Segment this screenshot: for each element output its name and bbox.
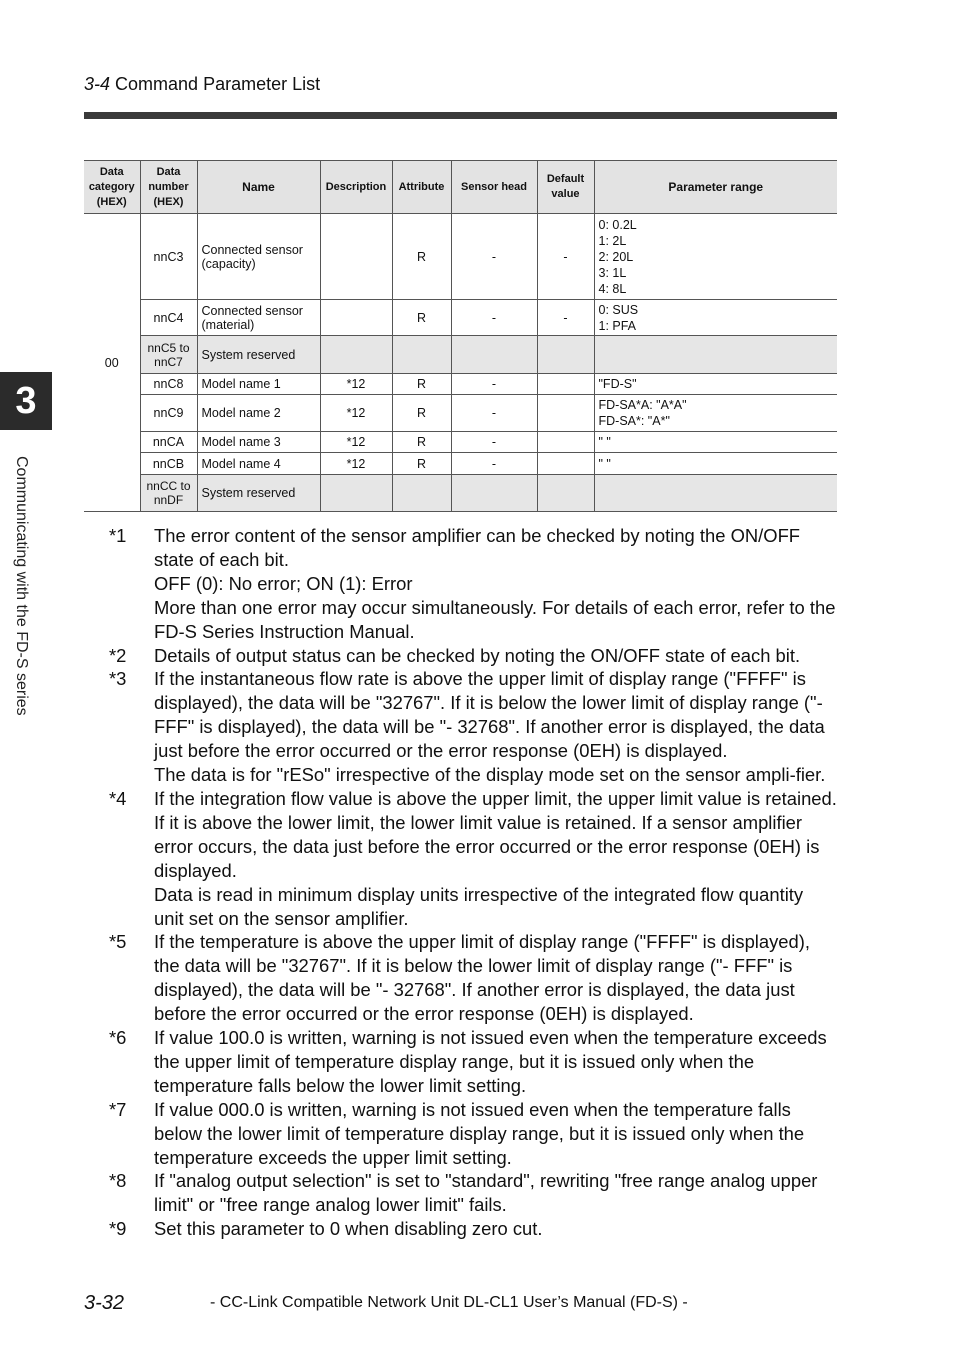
attribute-cell: R [392,374,451,395]
footnote [84,667,837,787]
sensor-head-cell: - [451,432,537,453]
footnote-mark: *7 [109,1098,127,1120]
parameter-range-cell: FD-SA*A: "A*A" FD-SA*: "A*" [594,395,837,432]
sensor-head-cell [451,336,537,374]
manual-title: - CC-Link Compatible Network Unit DL-CL1 User’s Manual (FD-S) - [210,1294,688,1311]
header-data-category: Data category (HEX) [84,161,140,214]
page-number: 3-32 [84,1292,125,1314]
name-cell: Model name 4 [197,453,320,475]
header-default-value: Default value [537,161,594,214]
table-row [84,300,837,336]
footnote [84,524,837,644]
footnote-text: Set this parameter to 0 when disabling zero cut. [154,1218,543,1240]
data-category-cell: 00 [84,214,140,512]
footnote-text: If the instantaneous flow rate is above the upper limit of display range ("FFFF" is displayed), the data will be "32767". If it is below the lower limit of display range ("- FFF" is displayed), the data will be "- 32768". If another error is displayed, the data just before the error occurred or the error response (0EH) is displayed. [154,668,825,762]
footnote-text: If the integration flow value is above the upper limit, the upper limit value is retained. If it is above the lower limit, the lower limit value is retained. If a sensor amplifier error occurs, the data just before the error occurred or the error response (0EH) is displayed. [154,787,837,881]
data-number-cell: nnCC to nnDF [140,475,197,512]
description-cell [320,214,392,300]
footnotes [84,524,837,1241]
footnote-text: If value 000.0 is written, warning is not issued even when the temperature falls below the lower limit of temperature display range, but it is issued only when the temperature exceeds the upper limit setting. [154,1098,805,1168]
data-number-cell: nnC5 to nnC7 [140,336,197,374]
parameter-range-cell: " " [594,453,837,475]
header-name: Name [197,161,320,214]
header-sensor-head: Sensor head [451,161,537,214]
data-number-cell: nnC8 [140,374,197,395]
description-cell [320,336,392,374]
attribute-cell: R [392,214,451,300]
header-data-number: Data number (HEX) [140,161,197,214]
parameter-range-cell: " " [594,432,837,453]
footnote-text: The data is for "rESo" irrespective of the display mode set on the sensor ampli-fier. [154,764,826,786]
data-number-cell: nnCA [140,432,197,453]
sensor-head-cell: - [451,214,537,300]
parameter-range-cell: 0: SUS 1: PFA [594,300,837,336]
command-parameter-table [84,160,837,512]
description-cell: *12 [320,453,392,475]
table-row [84,432,837,453]
default-value-cell [537,453,594,475]
footnote-mark: *2 [109,644,127,666]
header-parameter-range: Parameter range [594,161,837,214]
table-row [84,453,837,475]
name-cell: System reserved [197,475,320,512]
description-cell: *12 [320,432,392,453]
footnote-text: Details of output status can be checked by noting the ON/OFF state of each bit. [154,644,801,666]
section-title: Command Parameter List [115,74,321,94]
default-value-cell [537,475,594,512]
attribute-cell [392,475,451,512]
footnote-text: If "analog output selection" is set to "standard", rewriting "free range analog upper limit" or "free range analog lower limit" fails. [154,1170,818,1216]
description-cell [320,300,392,336]
default-value-cell [537,336,594,374]
sensor-head-cell [451,475,537,512]
table-row [84,214,837,300]
table-row [84,475,837,512]
parameter-range-cell: "FD-S" [594,374,837,395]
footnote [84,930,837,1026]
footnote [84,1169,837,1217]
name-cell: Model name 1 [197,374,320,395]
parameter-range-cell [594,336,837,374]
footnote [84,1098,837,1170]
description-cell: *12 [320,374,392,395]
footnote-text: Data is read in minimum display units irrespective of the integrated flow quantity unit set on the sensor amplifier. [154,883,804,929]
header-rule [84,112,837,119]
parameter-range-cell [594,475,837,512]
data-number-cell: nnCB [140,453,197,475]
table-row [84,336,837,374]
chapter-tab: 3 [0,372,52,430]
description-cell [320,475,392,512]
footnote [84,1217,837,1241]
table-row [84,395,837,432]
data-number-cell: nnC3 [140,214,197,300]
footnote-mark: *3 [109,668,127,690]
sensor-head-cell: - [451,300,537,336]
name-cell: Model name 3 [197,432,320,453]
side-caption: Communicating with the FD-S series [13,456,30,716]
footnote-text: OFF (0): No error; ON (1): Error [154,572,413,594]
table-header-row [84,161,837,214]
footnote-mark: *6 [109,1027,127,1049]
default-value-cell [537,432,594,453]
footnote [84,787,837,930]
header-attribute: Attribute [392,161,451,214]
attribute-cell: R [392,300,451,336]
footnote-text: More than one error may occur simultaneously. For details of each error, refer to the FD-S Series Instruction Manual. [154,596,836,642]
sensor-head-cell: - [451,395,537,432]
name-cell: Connected sensor (material) [197,300,320,336]
footnote [84,644,837,668]
footnote-text: The error content of the sensor amplifier can be checked by noting the ON/OFF state of each bit. [154,525,801,570]
default-value-cell [537,395,594,432]
section-header [84,74,320,95]
description-cell: *12 [320,395,392,432]
footnote-mark: *5 [109,931,127,953]
data-number-cell: nnC9 [140,395,197,432]
name-cell: System reserved [197,336,320,374]
name-cell: Model name 2 [197,395,320,432]
default-value-cell [537,374,594,395]
attribute-cell: R [392,395,451,432]
table-row [84,374,837,395]
attribute-cell: R [392,432,451,453]
footnote-text: If the temperature is above the upper limit of display range ("FFFF" is displayed), the data will be "32767". If it is below the lower limit of display range ("- FFF" is displayed), the data will be "- 32768". If another error is displayed, the data just before the error occurred or the error response (0EH) is displayed. [154,931,810,1025]
attribute-cell [392,336,451,374]
parameter-range-cell: 0: 0.2L 1: 2L 2: 20L 3: 1L 4: 8L [594,214,837,300]
section-number: 3-4 [84,74,111,94]
footnote-text: If value 100.0 is written, warning is not issued even when the temperature exceeds the upper limit of temperature display range, but it is issued only when the temperature falls below the lower limit setting. [154,1027,827,1096]
attribute-cell: R [392,453,451,475]
header-description: Description [320,161,392,214]
sensor-head-cell: - [451,453,537,475]
sensor-head-cell: - [451,374,537,395]
default-value-cell: - [537,214,594,300]
footnote-mark: *9 [109,1218,127,1240]
footnote-mark: *1 [109,525,127,546]
footnote-mark: *4 [109,787,127,809]
default-value-cell: - [537,300,594,336]
footnote [84,1026,837,1098]
name-cell: Connected sensor (capacity) [197,214,320,300]
data-number-cell: nnC4 [140,300,197,336]
footnote-mark: *8 [109,1170,127,1192]
